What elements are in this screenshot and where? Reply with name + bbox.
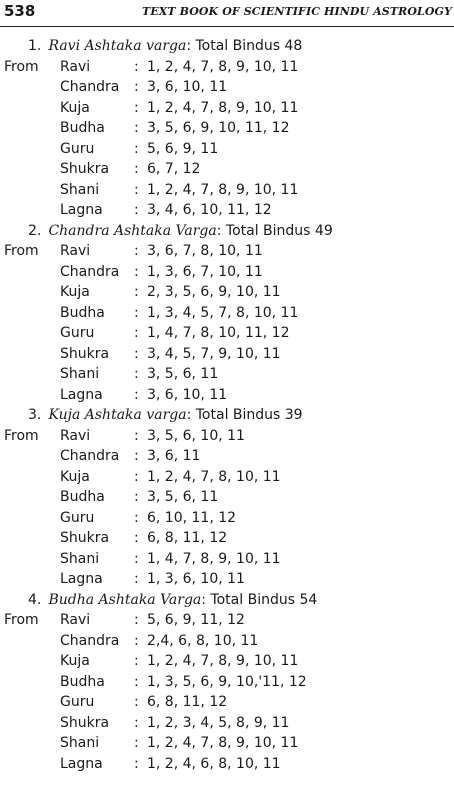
planet-name: Shani	[60, 181, 100, 198]
house-values: 1, 3, 4, 5, 7, 8, 10, 11	[147, 304, 299, 321]
table-row	[0, 631, 454, 652]
planet-name: Lagna	[60, 755, 103, 772]
section-number: 2.	[28, 222, 42, 239]
planet-name: Shani	[60, 366, 100, 382]
varga-section	[0, 221, 454, 406]
colon-separator: :	[134, 755, 139, 772]
planet-name: Guru	[60, 140, 95, 157]
colon-separator: :	[134, 263, 139, 280]
table-row	[0, 344, 454, 365]
house-values: 1, 2, 3, 4, 5, 8, 9, 11	[147, 714, 290, 731]
colon-separator: :	[134, 325, 139, 341]
house-values: 1, 3, 6, 10, 11	[147, 571, 245, 587]
table-row	[0, 98, 454, 119]
planet-name: Budha	[60, 489, 105, 505]
planet-name: Shani	[60, 550, 100, 567]
house-values: 6, 8, 11, 12	[147, 530, 228, 546]
colon-separator: :	[134, 550, 139, 567]
planet-name: Guru	[60, 325, 95, 341]
planet-name: Shukra	[60, 345, 110, 362]
house-values: 3, 6, 7, 8, 10, 11	[147, 243, 263, 259]
table-row	[0, 672, 454, 693]
planet-name: Chandra	[60, 448, 120, 464]
colon-separator: :	[134, 99, 139, 116]
colon-separator: :	[134, 468, 139, 485]
table-row	[0, 528, 454, 549]
colon-separator: :	[134, 284, 139, 300]
table-row	[0, 713, 454, 734]
table-row	[0, 180, 454, 201]
planet-name: Budha	[60, 673, 105, 690]
planet-name: Shani	[60, 735, 100, 751]
from-label: From	[4, 58, 39, 75]
house-values: 1, 2, 4, 6, 8, 10, 11	[147, 755, 281, 772]
house-values: 3, 5, 6, 10, 11	[147, 427, 245, 444]
varga-section	[0, 405, 454, 590]
section-title	[28, 221, 454, 242]
colon-separator: :	[134, 571, 139, 587]
house-values: 1, 4, 7, 8, 10, 11, 12	[147, 325, 290, 341]
from-label: From	[4, 243, 39, 259]
table-row	[0, 549, 454, 570]
house-values: 1, 2, 4, 7, 8, 9, 10, 11	[147, 653, 299, 669]
house-values: 1, 4, 7, 8, 9, 10, 11	[147, 550, 281, 567]
colon-separator: :	[134, 509, 139, 526]
planet-name: Chandra	[60, 79, 120, 95]
varga-section	[0, 36, 454, 221]
colon-separator: :	[134, 181, 139, 198]
planet-name: Shukra	[60, 530, 110, 546]
table-row	[0, 57, 454, 78]
house-values: 6, 10, 11, 12	[147, 509, 237, 526]
planet-name: Shukra	[60, 161, 110, 177]
varga-name: Budha Ashtaka Varga	[48, 591, 202, 608]
planet-name: Kuja	[60, 284, 90, 300]
house-values: 3, 6, 10, 11	[147, 79, 228, 95]
table-row	[0, 77, 454, 98]
planet-name: Kuja	[60, 468, 90, 485]
planet-name: Ravi	[60, 58, 91, 75]
planet-name: Chandra	[60, 632, 120, 649]
house-values: 6, 7, 12	[147, 161, 201, 177]
planet-name: Budha	[60, 120, 105, 136]
house-values: 1, 2, 4, 7, 8, 9, 10, 11	[147, 99, 299, 116]
table-row	[0, 200, 454, 221]
table-row	[0, 241, 454, 262]
table-row	[0, 508, 454, 529]
page-number: 538	[4, 2, 36, 20]
house-values: 1, 2, 4, 7, 8, 9, 10, 11	[147, 181, 299, 198]
section-number: 4.	[28, 591, 42, 608]
colon-separator: :	[134, 673, 139, 690]
table-row	[0, 467, 454, 488]
colon-separator: :	[134, 140, 139, 157]
varga-name: Chandra Ashtaka Varga	[48, 222, 217, 239]
table-row	[0, 364, 454, 385]
planet-name: Budha	[60, 304, 105, 321]
table-row	[0, 692, 454, 713]
total-bindus: : Total Bindus 39	[186, 407, 303, 423]
house-values: 2,4, 6, 8, 10, 11	[147, 632, 259, 649]
section-number: 3.	[28, 407, 42, 423]
table-row	[0, 733, 454, 754]
from-label: From	[4, 427, 39, 444]
colon-separator: :	[134, 530, 139, 546]
house-values: 3, 6, 11	[147, 448, 201, 464]
house-values: 6, 8, 11, 12	[147, 694, 228, 710]
total-bindus: : Total Bindus 49	[216, 222, 333, 239]
house-values: 5, 6, 9, 11	[147, 140, 219, 157]
colon-separator: :	[134, 120, 139, 136]
total-bindus: : Total Bindus 48	[186, 38, 303, 54]
colon-separator: :	[134, 735, 139, 751]
table-row	[0, 118, 454, 139]
section-title	[28, 590, 454, 611]
house-values: 3, 4, 5, 7, 9, 10, 11	[147, 345, 281, 362]
table-row	[0, 139, 454, 160]
planet-name: Kuja	[60, 653, 90, 669]
planet-name: Kuja	[60, 99, 90, 116]
house-values: 1, 3, 5, 6, 9, 10,'11, 12	[147, 673, 307, 690]
colon-separator: :	[134, 386, 139, 403]
page-content	[0, 36, 454, 774]
table-row	[0, 159, 454, 180]
planet-name: Lagna	[60, 571, 103, 587]
house-values: 3, 5, 6, 11	[147, 489, 219, 505]
colon-separator: :	[134, 694, 139, 710]
table-row	[0, 323, 454, 344]
table-row	[0, 754, 454, 775]
total-bindus: : Total Bindus 54	[201, 591, 318, 608]
page-header	[0, 0, 454, 27]
colon-separator: :	[134, 612, 139, 628]
planet-name: Guru	[60, 509, 95, 526]
table-row	[0, 610, 454, 631]
colon-separator: :	[134, 632, 139, 649]
colon-separator: :	[134, 366, 139, 382]
planet-name: Guru	[60, 694, 95, 710]
house-values: 1, 2, 4, 7, 8, 9, 10, 11	[147, 58, 299, 75]
table-row	[0, 303, 454, 324]
colon-separator: :	[134, 79, 139, 95]
colon-separator: :	[134, 427, 139, 444]
colon-separator: :	[134, 489, 139, 505]
colon-separator: :	[134, 304, 139, 321]
table-row	[0, 651, 454, 672]
house-values: 1, 2, 4, 7, 8, 10, 11	[147, 468, 281, 485]
section-title	[28, 405, 454, 426]
house-values: 3, 5, 6, 9, 10, 11, 12	[147, 120, 290, 136]
planet-name: Lagna	[60, 386, 103, 403]
varga-section	[0, 590, 454, 775]
house-values: 2, 3, 5, 6, 9, 10, 11	[147, 284, 281, 300]
colon-separator: :	[134, 243, 139, 259]
house-values: 1, 2, 4, 7, 8, 9, 10, 11	[147, 735, 299, 751]
table-row	[0, 385, 454, 406]
colon-separator: :	[134, 161, 139, 177]
planet-name: Chandra	[60, 263, 120, 280]
varga-name: Ravi Ashtaka varga	[48, 38, 187, 54]
planet-name: Ravi	[60, 427, 91, 444]
section-number: 1.	[28, 38, 42, 54]
house-values: 3, 6, 10, 11	[147, 386, 228, 403]
house-values: 3, 5, 6, 11	[147, 366, 219, 382]
table-row	[0, 569, 454, 590]
house-values: 3, 4, 6, 10, 11, 12	[147, 202, 272, 218]
planet-name: Shukra	[60, 714, 110, 731]
planet-name: Ravi	[60, 612, 91, 628]
table-row	[0, 487, 454, 508]
house-values: 1, 3, 6, 7, 10, 11	[147, 263, 263, 280]
planet-name: Lagna	[60, 202, 103, 218]
section-title	[28, 36, 454, 57]
varga-name: Kuja Ashtaka varga	[48, 407, 187, 423]
planet-name: Ravi	[60, 243, 91, 259]
colon-separator: :	[134, 653, 139, 669]
table-row	[0, 446, 454, 467]
table-row	[0, 282, 454, 303]
from-label: From	[4, 612, 39, 628]
table-row	[0, 426, 454, 447]
running-title: TEXT BOOK OF SCIENTIFIC HINDU ASTROLOGY	[142, 5, 452, 18]
house-values: 5, 6, 9, 11, 12	[147, 612, 245, 628]
table-row	[0, 262, 454, 283]
colon-separator: :	[134, 714, 139, 731]
colon-separator: :	[134, 202, 139, 218]
colon-separator: :	[134, 58, 139, 75]
colon-separator: :	[134, 448, 139, 464]
colon-separator: :	[134, 345, 139, 362]
